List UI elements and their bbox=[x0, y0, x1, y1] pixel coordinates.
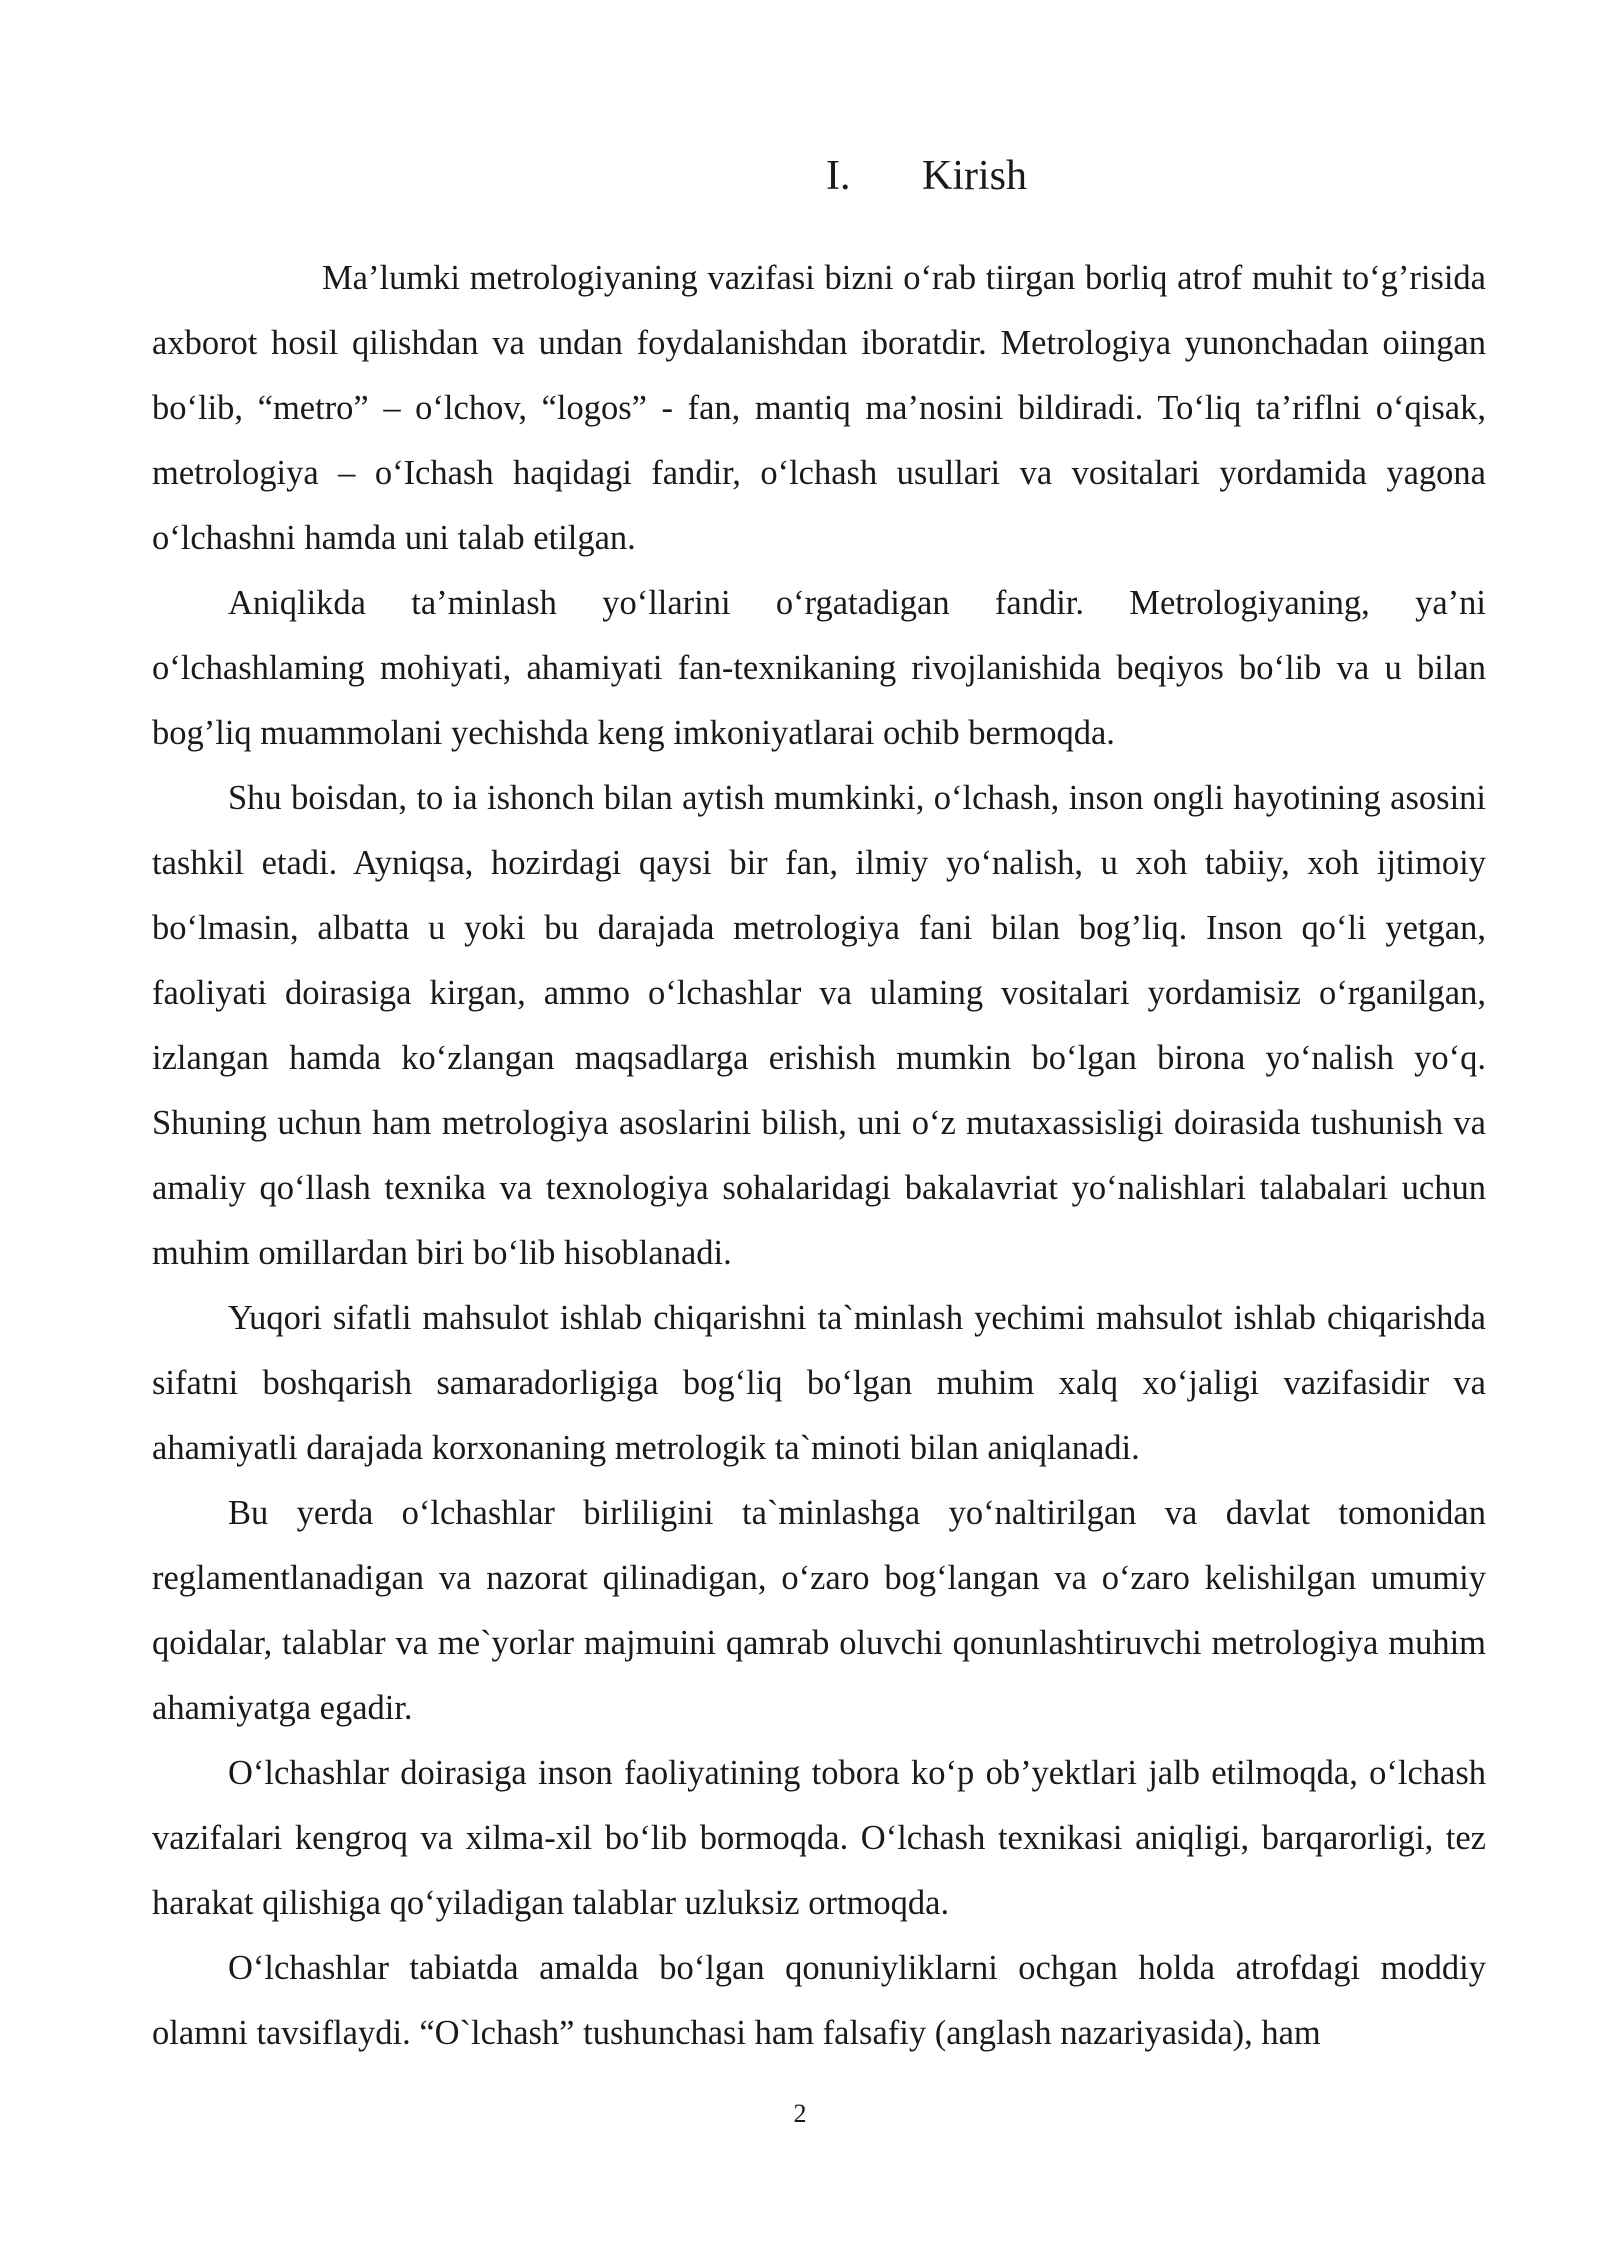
paragraph-2: Aniqlikda ta’minlash yo‘llarini o‘rgatadigan fandir. Metrologiyaning, ya’ni o‘lchashlaming mohiyati, ahamiyati fan-texnikaning rivojlanishida beqiyos bo‘lib va u bilan bog’liq muammolani yechishda keng imkoniyatlarai ochib bermoqda. bbox=[152, 584, 1486, 752]
section-number: I. bbox=[826, 153, 851, 199]
page-number: 2 bbox=[793, 2099, 807, 2128]
body-text bbox=[152, 246, 1486, 2066]
paragraph-1: Ma’lumki metrologiyaning vazifasi bizni o‘rab tiirgan borliq atrof muhit to‘g’risida axborot hosil qilishdan va undan foydalanishdan iboratdir. Metrologiya yunonchadan oiingan bo‘lib, “metro” – o‘lchov, “logos” - fan, mantiq ma’nosini bildiradi. To‘liq ta’riflni o‘qisak, metrologiya – o‘Ichash haqidagi fandir, o‘lchash usullari va vositalari yordamida yagona o‘lchashni hamda uni talab etilgan. bbox=[152, 259, 1486, 557]
section-heading bbox=[826, 150, 1027, 202]
paragraph-5: Bu yerda o‘lchashlar birliligini ta`minlashga yo‘naltirilgan va davlat tomonidan reglamentlanadigan va nazorat qilinadigan, o‘zaro bog‘langan va o‘zaro kelishilgan umumiy qoidalar, talablar va me`yorlar majmuini qamrab oluvchi qonunlashtiruvchi metrologiya muhim ahamiyatga egadir. bbox=[152, 1494, 1486, 1727]
paragraph-4: Yuqori sifatli mahsulot ishlab chiqarishni ta`minlash yechimi mahsulot ishlab chiqarishda sifatni boshqarish samaradorligiga bog‘liq bo‘lgan muhim xalq xo‘jaligi vazifasidir va ahamiyatli darajada korxonaning metrologik ta`minoti bilan aniqlanadi. bbox=[152, 1299, 1486, 1467]
paragraph-3: Shu boisdan, to ia ishonch bilan aytish mumkinki, o‘lchash, inson ongli hayotining asosini tashkil etadi. Ayniqsa, hozirdagi qaysi bir fan, ilmiy yo‘nalish, u xoh tabiiy, xoh ijtimoiy bo‘lmasin, albatta u yoki bu darajada metrologiya fani bilan bog’liq. Inson qo‘li yetgan, faoliyati doirasiga kirgan, ammo o‘lchashlar va ulaming vositalari yordamisiz o‘rganilgan, izlangan hamda ko‘zlangan maqsadlarga erishish mumkin bo‘lgan birona yo‘nalish yo‘q. Shuning uchun ham metrologiya asoslarini bilish, uni o‘z mutaxassisligi doirasida tushunish va amaliy qo‘llash texnika va texnologiya sohalaridagi bakalavriat yo‘nalishlari talabalari uchun muhim omillardan biri bo‘lib hisoblanadi. bbox=[152, 779, 1486, 1272]
paragraph-7: O‘lchashlar tabiatda amalda bo‘lgan qonuniyliklarni ochgan holda atrofdagi moddiy olamni tavsiflaydi. “O`lchash” tushunchasi ham falsafiy (anglash nazariyasida), ham bbox=[152, 1949, 1486, 2052]
section-title: Kirish bbox=[922, 153, 1027, 199]
paragraph-6: O‘lchashlar doirasiga inson faoliyatining tobora ko‘p ob’yektlari jalb etilmoqda, o‘lchash vazifalari kengroq va xilma-xil bo‘lib bormoqda. O‘lchash texnikasi aniqligi, barqarorligi, tez harakat qilishiga qo‘yiladigan talablar uzluksiz ortmoqda. bbox=[152, 1754, 1486, 1922]
